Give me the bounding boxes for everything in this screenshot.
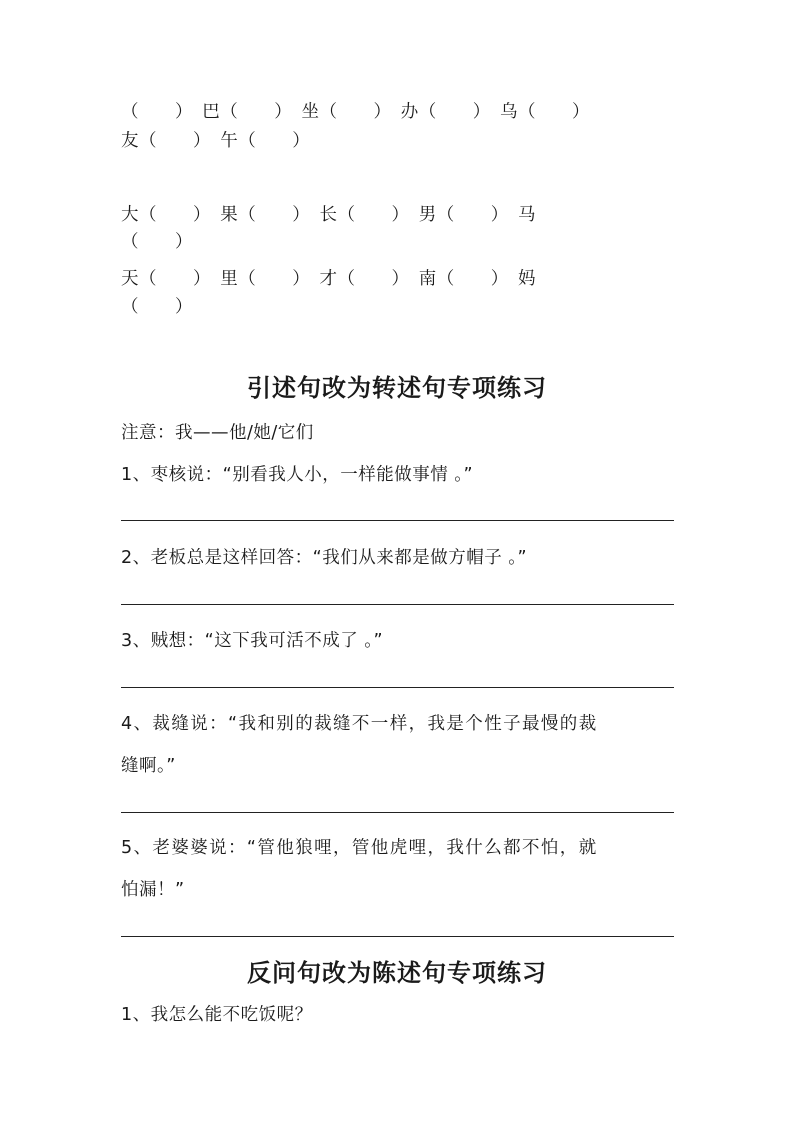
answer-line-5[interactable]: [121, 936, 674, 937]
answer-line-4[interactable]: [121, 812, 674, 813]
answer-line-3[interactable]: [121, 687, 674, 688]
pinyin-row-1: （ ） 巴（ ） 坐（ ） 办（ ） 乌（ ）: [121, 102, 590, 122]
section-note: 注意：我——他/她/它们: [121, 423, 314, 443]
section-title-quote: 引述句改为转述句专项练习: [247, 373, 547, 402]
question-5-line-2: 怕漏！”: [121, 880, 185, 900]
pinyin-row-6: （ ）: [121, 297, 193, 317]
pinyin-row-2: 友（ ） 午（ ）: [121, 131, 311, 151]
question-5-line-1: 5、老婆婆说：“管他狼哩，管他虎哩，我什么都不怕，就: [121, 838, 598, 858]
answer-line-1[interactable]: [121, 520, 674, 521]
question-2: 2、老板总是这样回答：“我们从来都是做方帽子 。”: [121, 548, 528, 568]
rhetorical-question-1: 1、我怎么能不吃饭呢？: [121, 1005, 313, 1025]
pinyin-row-5: 天（ ） 里（ ） 才（ ） 南（ ） 妈: [121, 269, 536, 289]
answer-line-2[interactable]: [121, 604, 674, 605]
question-4-line-2: 缝啊。”: [121, 756, 176, 776]
pinyin-row-3: 大（ ） 果（ ） 长（ ） 男（ ） 马: [121, 205, 536, 225]
pinyin-row-4: （ ）: [121, 232, 193, 252]
section-title-rhetorical: 反问句改为陈述句专项练习: [247, 958, 547, 987]
question-3: 3、贼想：“这下我可活不成了 。”: [121, 631, 384, 651]
question-4-line-1: 4、裁缝说：“我和别的裁缝不一样，我是个性子最慢的裁: [121, 714, 598, 734]
question-1: 1、枣核说：“别看我人小，一样能做事情 。”: [121, 465, 474, 485]
